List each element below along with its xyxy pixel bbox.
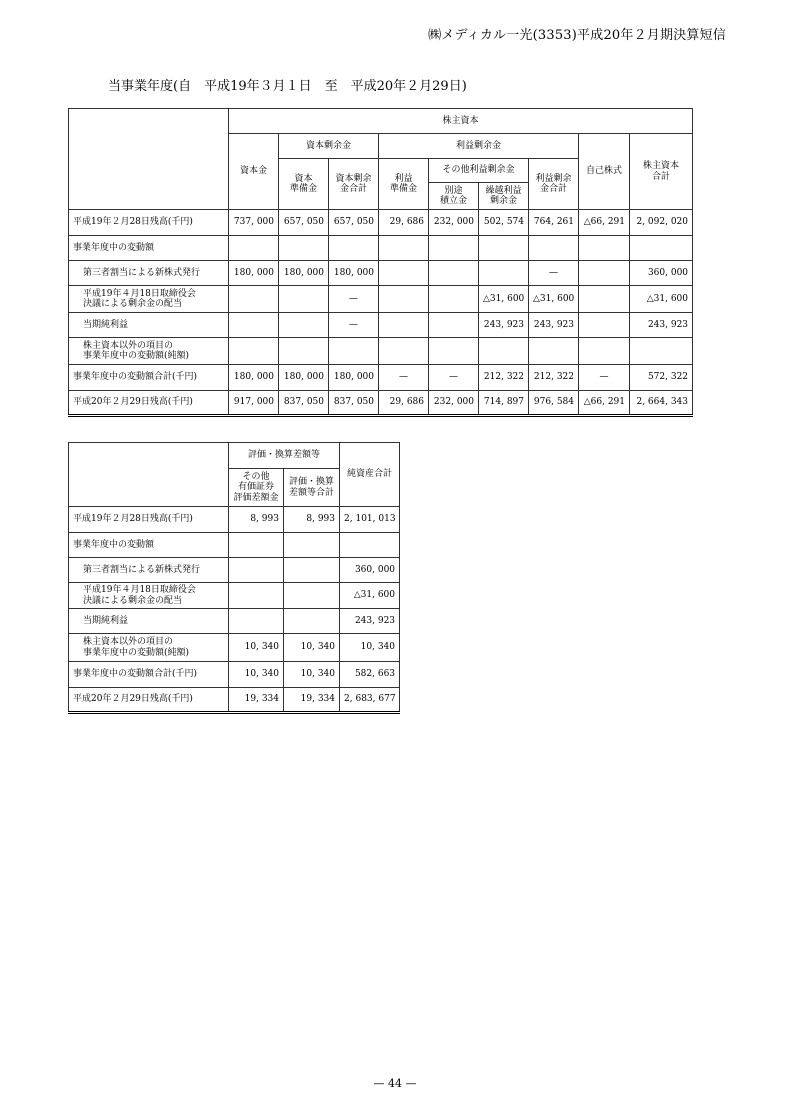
value-cell — [284, 583, 340, 609]
value-cell — [229, 558, 284, 583]
value-cell: 180, 000 — [329, 261, 379, 286]
value-cell — [229, 286, 279, 313]
value-cell: 19, 334 — [284, 688, 340, 713]
value-cell: 10, 340 — [284, 634, 340, 662]
header-capital: 資本金 — [229, 134, 279, 210]
value-cell — [579, 313, 630, 338]
value-cell: △31, 600 — [479, 286, 529, 313]
row-label: 株主資本以外の項目の 事業年度中の変動額(純額) — [69, 634, 229, 662]
row-label: 当期純利益 — [69, 313, 229, 338]
header-equity-total: 株主資本 合計 — [630, 134, 693, 210]
header-retained-earnings: 利益剰余金 — [379, 134, 579, 159]
value-cell: 10, 340 — [340, 634, 400, 662]
value-cell — [429, 261, 479, 286]
value-cell — [229, 236, 279, 261]
value-cell: 917, 000 — [229, 391, 279, 416]
row-label: 平成19年４月18日取締役会 決議による剰余金の配当 — [69, 583, 229, 609]
value-cell — [579, 236, 630, 261]
value-cell — [579, 338, 630, 365]
value-cell: 29, 686 — [379, 210, 429, 236]
value-cell — [429, 313, 479, 338]
value-cell: — — [329, 286, 379, 313]
header-valuation-total: 評価・換算 差額等合計 — [284, 469, 340, 507]
value-cell: 243, 923 — [340, 609, 400, 634]
period-title: 当事業年度(自 平成19年３月１日 至 平成20年２月29日) — [108, 79, 467, 94]
value-cell: △31, 600 — [529, 286, 579, 313]
value-cell: 2, 664, 343 — [630, 391, 693, 416]
row-label: 平成19年４月18日取締役会 決議による剰余金の配当 — [69, 286, 229, 313]
table-row — [69, 662, 400, 688]
value-cell — [429, 286, 479, 313]
value-cell: 10, 340 — [284, 662, 340, 688]
value-cell — [379, 236, 429, 261]
value-cell: 976, 584 — [529, 391, 579, 416]
value-cell: 502, 574 — [479, 210, 529, 236]
value-cell: — — [579, 365, 630, 391]
header-other-retained: その他利益剰余金 — [429, 159, 529, 183]
value-cell: 837, 050 — [279, 391, 329, 416]
value-cell — [579, 261, 630, 286]
row-label: 平成19年２月28日残高(千円) — [69, 210, 229, 236]
value-cell — [279, 313, 329, 338]
value-cell: 714, 897 — [479, 391, 529, 416]
header-valuation-group: 評価・換算差額等 — [229, 443, 340, 469]
table-row — [69, 365, 693, 391]
table-row — [69, 583, 400, 609]
value-cell: 232, 000 — [429, 391, 479, 416]
value-cell: 10, 340 — [229, 662, 284, 688]
table-row — [69, 609, 400, 634]
value-cell — [229, 609, 284, 634]
value-cell: 243, 923 — [529, 313, 579, 338]
table-row — [69, 634, 400, 662]
value-cell: △66, 291 — [579, 391, 630, 416]
value-cell — [479, 236, 529, 261]
value-cell — [479, 338, 529, 365]
header-retained-carried: 繰越利益 剰余金 — [479, 183, 529, 210]
value-cell: 2, 101, 013 — [340, 507, 400, 533]
valuation-changes-table — [68, 442, 400, 714]
value-cell: 2, 683, 677 — [340, 688, 400, 713]
value-cell: △66, 291 — [579, 210, 630, 236]
equity-changes-table — [68, 108, 693, 417]
value-cell: 582, 663 — [340, 662, 400, 688]
table-row — [69, 338, 693, 365]
document-header-title: ㈱メディカル一光(3353)平成20年２月期決算短信 — [428, 28, 726, 43]
row-label: 当期純利益 — [69, 609, 229, 634]
value-cell — [429, 236, 479, 261]
header-capital-surplus: 資本剰余金 — [279, 134, 379, 159]
value-cell: 360, 000 — [340, 558, 400, 583]
row-label: 事業年度中の変動額 — [69, 533, 229, 558]
value-cell — [529, 236, 579, 261]
value-cell — [229, 533, 284, 558]
table-row — [69, 261, 693, 286]
table-row — [69, 313, 693, 338]
header-capital-surplus-total: 資本剰余 金合計 — [329, 159, 379, 210]
row-label-header — [69, 443, 229, 507]
value-cell — [229, 583, 284, 609]
row-label: 事業年度中の変動額合計(千円) — [69, 662, 229, 688]
value-cell — [479, 261, 529, 286]
value-cell — [379, 338, 429, 365]
row-label: 平成20年２月29日残高(千円) — [69, 688, 229, 713]
value-cell: — — [529, 261, 579, 286]
header-special-reserve: 別途 積立金 — [429, 183, 479, 210]
value-cell: 180, 000 — [279, 261, 329, 286]
value-cell — [379, 261, 429, 286]
header-shareholders-equity: 株主資本 — [229, 109, 693, 134]
row-label: 平成19年２月28日残高(千円) — [69, 507, 229, 533]
value-cell: 8, 993 — [284, 507, 340, 533]
value-cell — [429, 338, 479, 365]
table-row — [69, 286, 693, 313]
row-label: 事業年度中の変動額 — [69, 236, 229, 261]
value-cell: 180, 000 — [229, 365, 279, 391]
header-treasury-stock: 自己株式 — [579, 134, 630, 210]
value-cell — [630, 236, 693, 261]
header-retained-total: 利益剰余 金合計 — [529, 159, 579, 210]
table-row — [69, 507, 400, 533]
value-cell: 10, 340 — [229, 634, 284, 662]
value-cell — [284, 533, 340, 558]
value-cell — [579, 286, 630, 313]
header-net-assets-total: 純資産合計 — [340, 443, 400, 507]
table-row — [69, 533, 400, 558]
value-cell: 180, 000 — [279, 365, 329, 391]
value-cell — [379, 286, 429, 313]
value-cell: 737, 000 — [229, 210, 279, 236]
value-cell — [630, 338, 693, 365]
value-cell: 243, 923 — [630, 313, 693, 338]
value-cell — [284, 609, 340, 634]
value-cell: 212, 322 — [479, 365, 529, 391]
value-cell: 232, 000 — [429, 210, 479, 236]
header-legal-reserve: 利益 準備金 — [379, 159, 429, 210]
value-cell: 2, 092, 020 — [630, 210, 693, 236]
value-cell — [529, 338, 579, 365]
value-cell: 180, 000 — [229, 261, 279, 286]
value-cell: △31, 600 — [630, 286, 693, 313]
value-cell — [229, 313, 279, 338]
value-cell — [340, 533, 400, 558]
value-cell — [329, 338, 379, 365]
value-cell: 29, 686 — [379, 391, 429, 416]
value-cell: — — [429, 365, 479, 391]
value-cell: 764, 261 — [529, 210, 579, 236]
header-capital-reserve: 資本 準備金 — [279, 159, 329, 210]
value-cell: 19, 334 — [229, 688, 284, 713]
value-cell: 8, 993 — [229, 507, 284, 533]
value-cell — [279, 236, 329, 261]
header-other-securities: その他 有価証券 評価差額金 — [229, 469, 284, 507]
table-row — [69, 688, 400, 713]
value-cell: 212, 322 — [529, 365, 579, 391]
row-label: 株主資本以外の項目の 事業年度中の変動額(純額) — [69, 338, 229, 365]
row-label: 第三者割当による新株式発行 — [69, 558, 229, 583]
page-number: — 44 — — [373, 1077, 417, 1090]
value-cell — [284, 558, 340, 583]
table-row — [69, 558, 400, 583]
row-label: 事業年度中の変動額合計(千円) — [69, 365, 229, 391]
value-cell: 180, 000 — [329, 365, 379, 391]
value-cell: 572, 322 — [630, 365, 693, 391]
value-cell: 657, 050 — [279, 210, 329, 236]
value-cell: 360, 000 — [630, 261, 693, 286]
table-row — [69, 210, 693, 236]
value-cell: △31, 600 — [340, 583, 400, 609]
value-cell — [329, 236, 379, 261]
row-label-header — [69, 109, 229, 210]
value-cell: 837, 050 — [329, 391, 379, 416]
value-cell — [279, 286, 329, 313]
table-row — [69, 391, 693, 416]
value-cell — [279, 338, 329, 365]
value-cell: — — [379, 365, 429, 391]
row-label: 第三者割当による新株式発行 — [69, 261, 229, 286]
value-cell: 657, 050 — [329, 210, 379, 236]
value-cell: 243, 923 — [479, 313, 529, 338]
row-label: 平成20年２月29日残高(千円) — [69, 391, 229, 416]
value-cell — [229, 338, 279, 365]
table-row — [69, 236, 693, 261]
value-cell: — — [329, 313, 379, 338]
value-cell — [379, 313, 429, 338]
